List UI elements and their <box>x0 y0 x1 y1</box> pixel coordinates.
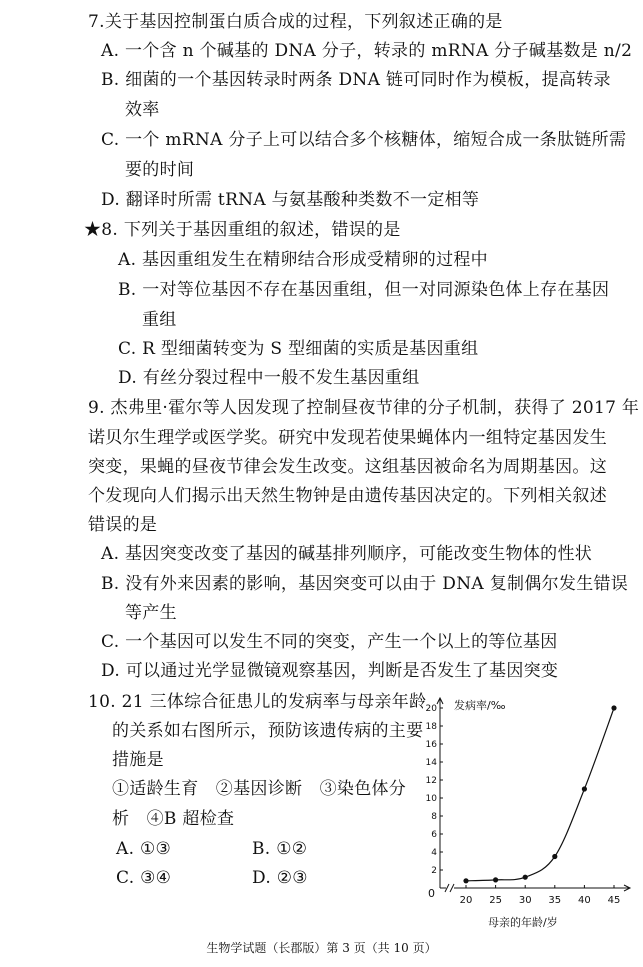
y-tick-label: 2 <box>431 866 437 876</box>
q9-stem-line-2: 诺贝尔生理学或医学奖。研究中发现若使果蝇体内一组特定基因发生 <box>88 428 607 448</box>
page-footer: 生物学试题（长郡版）第 3 页（共 10 页） <box>206 941 437 955</box>
q9-option-b: B. 没有外来因素的影响，基因突变可以由于 DNA 复制偶尔发生错误 <box>101 574 629 594</box>
x-tick-label: 45 <box>607 895 621 906</box>
q9-option-a: A. 基因突变改变了基因的碱基排列顺序，可能改变生物体的性状 <box>101 544 593 564</box>
q7-option-b-cont: 效率 <box>125 100 160 120</box>
data-point <box>463 878 468 883</box>
q8-option-c: C. R 型细菌转变为 S 型细菌的实质是基因重组 <box>118 339 479 359</box>
q9-stem-line-4: 个发现向人们揭示出天然生物钟是由遗传基因决定的。下列相关叙述 <box>88 486 607 506</box>
x-tick-label: 30 <box>518 895 532 906</box>
origin-label: 0 <box>428 887 435 900</box>
data-point <box>523 875 528 880</box>
x-tick-label: 25 <box>489 895 502 906</box>
q9-option-c: C. 一个基因可以发生不同的突变，产生一个以上的等位基因 <box>101 632 558 652</box>
y-tick-label: 4 <box>431 848 437 858</box>
q9-stem-line-5: 错误的是 <box>88 515 158 535</box>
x-tick-label: 20 <box>459 895 473 906</box>
q8-option-d: D. 有丝分裂过程中一般不发生基因重组 <box>118 368 420 388</box>
chart-ticks <box>426 704 621 906</box>
q9-stem-line-1: 9. 杰弗里·霍尔等人因发现了控制昼夜节律的分子机制，获得了 2017 年 <box>88 398 640 418</box>
x-tick-label: 40 <box>578 895 591 906</box>
q8-option-a: A. 基因重组发生在精卵结合形成受精卵的过程中 <box>118 250 488 270</box>
y-tick-label: 18 <box>425 722 437 732</box>
x-tick-label: 35 <box>548 895 562 906</box>
q10-option-a: A. ①③ <box>116 839 172 859</box>
q7-option-c: C. 一个 mRNA 分子上可以结合多个核糖体，缩短合成一条肽链所需 <box>101 130 627 150</box>
data-point <box>552 854 557 859</box>
data-point <box>493 877 498 882</box>
y-tick-label: 14 <box>425 758 437 768</box>
q7-option-c-cont: 要的时间 <box>125 160 195 180</box>
q9-option-d: D. 可以通过光学显微镜观察基因，判断是否发生了基因突变 <box>101 661 559 681</box>
y-axis-label: 发病率/‰ <box>454 699 506 712</box>
q10-stem-line-2: 的关系如右图所示，预防该遗传病的主要 <box>112 721 424 741</box>
q10-stem-line-3: 措施是 <box>112 750 164 770</box>
incidence-vs-maternal-age-chart <box>418 692 640 937</box>
q10-stem-line-4: ①适龄生育 ②基因诊断 ③染色体分 <box>112 779 407 799</box>
q9-option-b-cont: 等产生 <box>125 603 177 623</box>
q8-option-b: B. 一对等位基因不存在基因重组，但一对同源染色体上存在基因 <box>118 280 610 300</box>
q9-stem-line-3: 突变，果蝇的昼夜节律会发生改变。这组基因被命名为周期基因。这 <box>88 457 607 477</box>
y-tick-label: 6 <box>431 830 437 840</box>
q8-option-b-cont: 重组 <box>142 310 177 330</box>
x-axis-label: 母亲的年龄/岁 <box>488 916 558 929</box>
y-tick-label: 12 <box>425 776 437 786</box>
y-tick-label: 8 <box>431 812 437 822</box>
q10-option-b: B. ①② <box>252 839 308 859</box>
y-tick-label: 20 <box>425 704 437 714</box>
data-point <box>611 705 616 710</box>
axis-break-mark <box>450 884 454 892</box>
y-tick-label: 10 <box>425 794 437 804</box>
q10-stem-line-5: 析 ④B 超检查 <box>112 809 235 829</box>
chart-points <box>463 705 616 883</box>
chart-axes <box>437 698 630 892</box>
q7-option-d: D. 翻译时所需 tRNA 与氨基酸种类数不一定相等 <box>101 190 480 210</box>
q8-stem: ★8. 下列关于基因重组的叙述，错误的是 <box>84 220 401 240</box>
q10-stem-line-1: 10. 21 三体综合征患儿的发病率与母亲年龄 <box>88 692 427 712</box>
q10-option-d: D. ②③ <box>252 868 308 888</box>
q7-stem: 7.关于基因控制蛋白质合成的过程，下列叙述正确的是 <box>88 12 503 32</box>
q7-option-a: A. 一个含 n 个碱基的 DNA 分子，转录的 mRNA 分子碱基数是 n/2 <box>101 41 633 61</box>
q7-option-b: B. 细菌的一个基因转录时两条 DNA 链可同时作为模板，提高转录 <box>101 70 611 90</box>
q10-option-c: C. ③④ <box>116 868 172 888</box>
y-tick-label: 16 <box>425 740 437 750</box>
series-line <box>466 708 614 881</box>
data-point <box>582 786 587 791</box>
